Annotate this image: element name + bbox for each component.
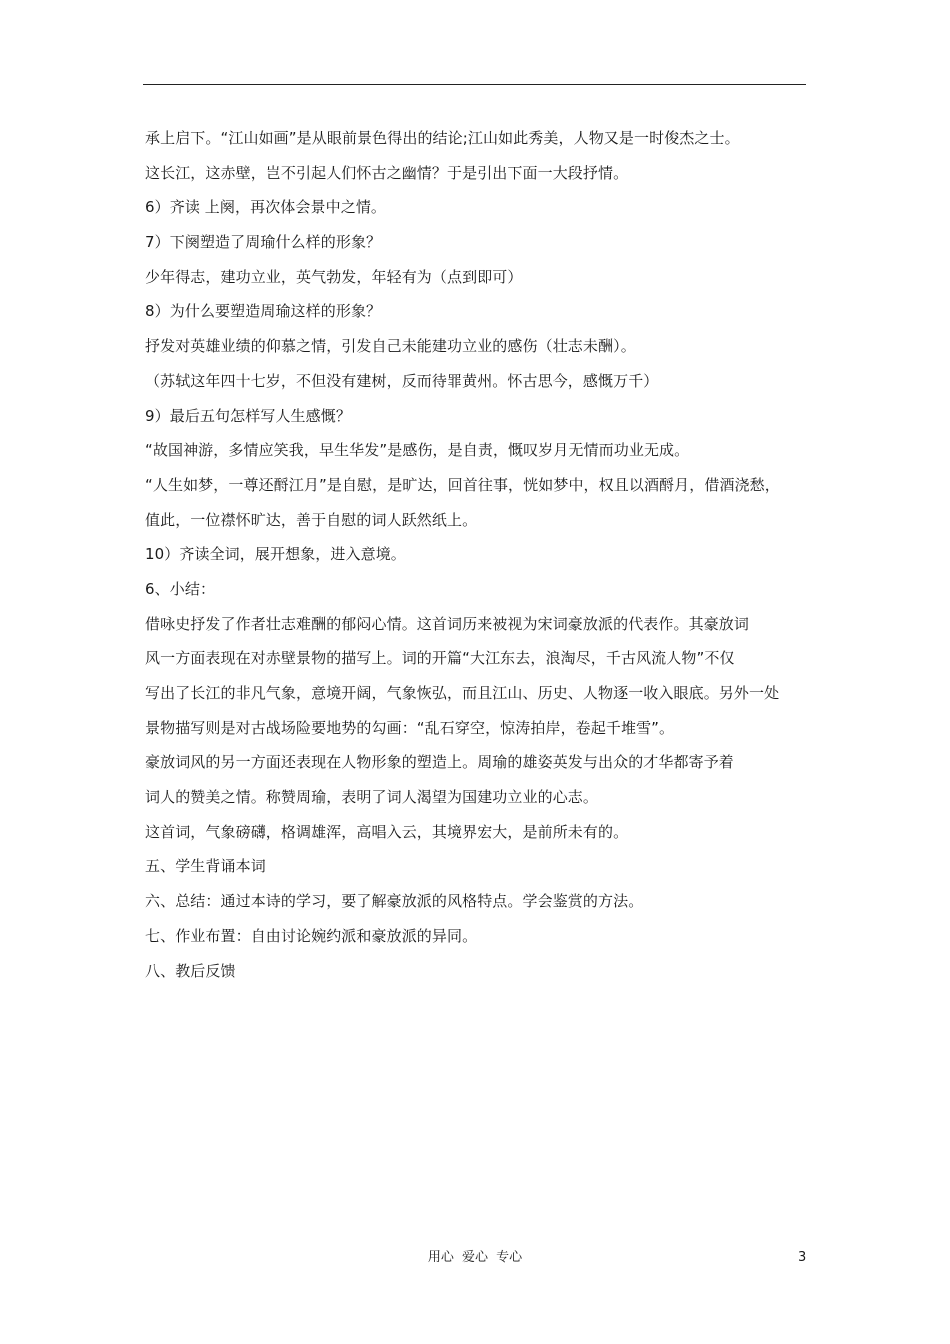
text-line: 承上启下。“江山如画”是从眼前景色得出的结论;江山如此秀美，人物又是一时俊杰之士。 — [145, 129, 740, 147]
text-line: 8）为什么要塑造周瑜这样的形象？ — [145, 302, 382, 321]
text-line: （苏轼这年四十七岁，不但没有建树，反而待罪黄州。怀古思今，感慨万千） — [145, 371, 659, 390]
section-heading: 七、作业布置：自由讨论婉约派和豪放派的异同。 — [145, 926, 478, 945]
footer-text: 用心 爱心 专心 — [427, 1250, 523, 1265]
text-line: 7）下阕塑造了周瑜什么样的形象？ — [145, 233, 382, 252]
text-line: 豪放词风的另一方面还表现在人物形象的塑造上。周瑜的雄姿英发与出众的才华都寄予着 — [145, 753, 734, 772]
text-line: 抒发对英雄业绩的仰慕之情，引发自己未能建功立业的感伤（壮志未酬）。 — [145, 337, 636, 356]
text-line: 借咏史抒发了作者壮志难酬的郁闷心情。这首词历来被视为宋词豪放派的代表作。其豪放词 — [145, 614, 750, 633]
section-heading: 五、学生背诵本词 — [145, 857, 266, 876]
text-line: 词人的赞美之情。称赞周瑜，表明了词人渴望为国建功立业的心志。 — [145, 788, 599, 807]
text-line: 这首词，气象磅礴，格调雄浑，高唱入云，其境界宏大，是前所未有的。 — [145, 822, 629, 841]
section-heading: 6、小结： — [145, 579, 216, 598]
text-line: “故国神游，多情应笑我，早生华发”是感伤，是自责，慨叹岁月无情而功业无成。 — [145, 441, 690, 460]
text-line: 9）最后五句怎样写人生感慨？ — [145, 406, 351, 425]
text-line: 景物描写则是对古战场险要地势的勾画：“乱石穿空，惊涛拍岸，卷起千堆雪”。 — [145, 718, 675, 737]
text-line: “人生如梦，一尊还酹江月”是自慰，是旷达，回首往事，恍如梦中，权且以酒酹月，借酒浇愁， — [145, 475, 780, 494]
section-heading: 八、教后反馈 — [145, 961, 236, 980]
section-heading: 六、总结：通过本诗的学习，要了解豪放派的风格特点。学会鉴赏的方法。 — [145, 892, 644, 911]
page-number: 3 — [798, 1250, 807, 1265]
text-line: 风一方面表现在对赤壁景物的描写上。词的开篇“大江东去，浪淘尽，千古风流人物”不仅 — [145, 649, 735, 668]
text-line: 值此，一位襟怀旷达，善于自慰的词人跃然纸上。 — [145, 510, 478, 529]
text-line: 少年得志，建功立业，英气勃发，年轻有为（点到即可） — [145, 267, 523, 286]
header-rule — [143, 84, 806, 85]
text-line: 写出了长江的非凡气象，意境开阔，气象恢弘，而且江山、历史、人物逐一收入眼底。另外一处 — [145, 684, 780, 702]
text-line: 10）齐读全词，展开想象，进入意境。 — [145, 545, 406, 564]
document-body — [145, 121, 813, 988]
text-line: 这长江，这赤壁，岂不引起人们怀古之幽情？于是引出下面一大段抒情。 — [145, 163, 629, 182]
text-line: 6）齐读 上阕，再次体会景中之情。 — [145, 198, 387, 217]
